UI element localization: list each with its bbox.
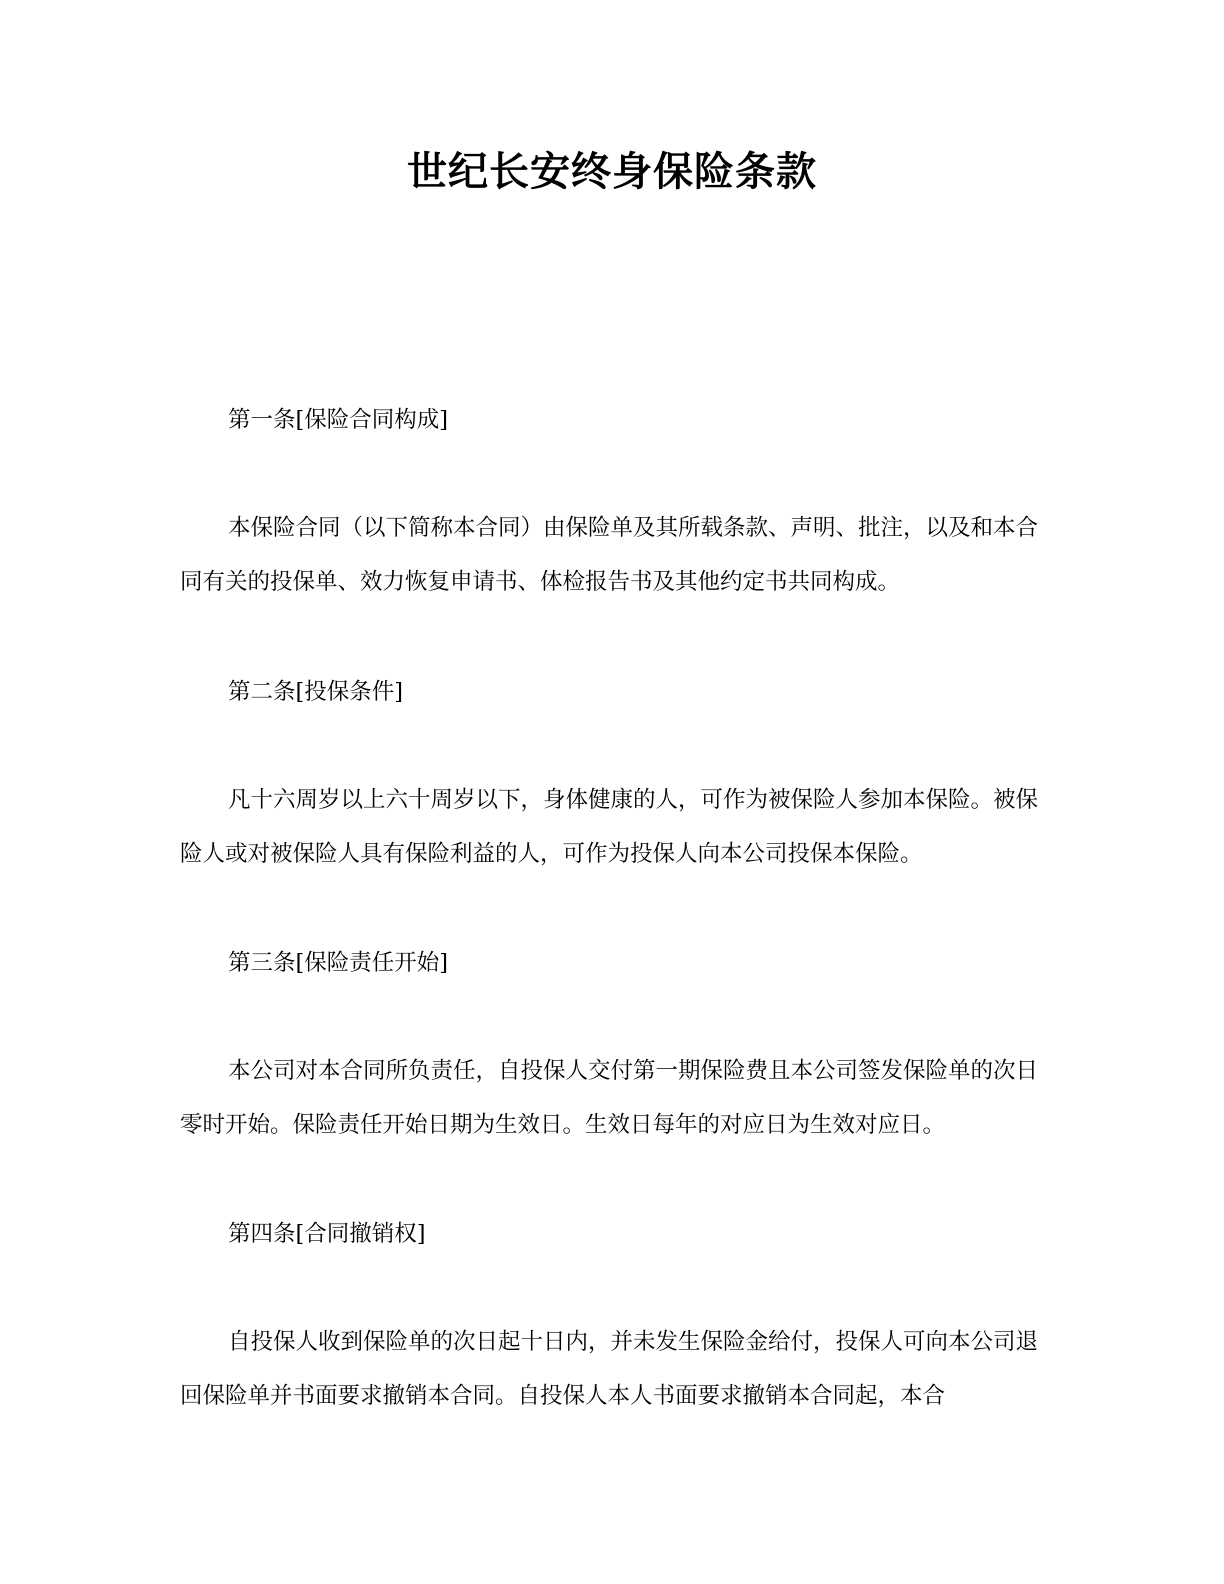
document-title: 世纪长安终身保险条款 [407,149,817,195]
section-heading-3: 第三条[保险责任开始] [228,950,449,976]
section-body-3: 本公司对本合同所负责任，自投保人交付第一期保险费且本公司签发保险单的次日零时开始。保险责任开始日期为生效日。生效日每年的对应日为生效对应日。 [180,1058,1039,1138]
section-body-1: 本保险合同（以下简称本合同）由保险单及其所载条款、声明、批注，以及和本合同有关的投保单、效力恢复申请书、体检报告书及其他约定书共同构成。 [180,515,1039,595]
section-heading-1: 第一条[保险合同构成] [228,407,449,433]
section-heading-4: 第四条[合同撤销权] [228,1221,426,1247]
section-heading-2: 第二条[投保条件] [228,679,404,705]
section-body-2: 凡十六周岁以上六十周岁以下，身体健康的人，可作为被保险人参加本保险。被保险人或对被保险人具有保险利益的人，可作为投保人向本公司投保本保险。 [180,787,1039,867]
section-body-4: 自投保人收到保险单的次日起十日内，并未发生保险金给付，投保人可向本公司退回保险单并书面要求撤销本合同。自投保人本人书面要求撤销本合同起，本合 [180,1329,1039,1409]
